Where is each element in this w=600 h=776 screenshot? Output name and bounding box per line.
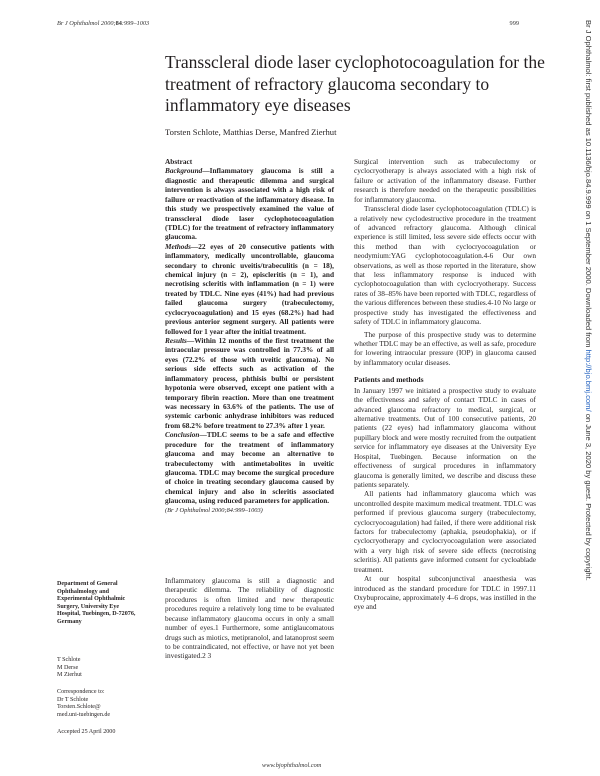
abstract-results: Results—Within 12 months of the first treatment the intraocular pressure was controlled in 77.3% of all eyes (72.2% of those with uveitic glaucoma). No serious side effects such as activation of the inflammatory process, phthisis bulbi or persistent hypotonia were observed, except one patient with a temporary fibrin reaction. More than one treatment was necessary in 63.6% of the patients. The use of systemic carbonic anhydrase inhibitors was reduced from 68.2% before treatment to 27.3% after 1 year. [165, 336, 334, 430]
body-paragraph: At our hospital subconjunctival anaesthesia was introduced as the standard procedure for TDLC in 1997.11 Oxybuprocaine, approximately 4–6 drops, was instilled in the eye and [354, 574, 536, 612]
accepted-date: Accepted 25 April 2000 [57, 729, 116, 735]
abstract-citation: (Br J Ophthalmol 2000;84:999–1003) [165, 506, 263, 514]
footer-url: www.bjophthalmol.com [262, 762, 322, 769]
introduction-paragraph [165, 576, 334, 661]
email-line: med.uni-tuebingen.de [57, 711, 111, 718]
affiliation: Department of General Ophthalmology and Experimental Ophthalmic Surgery, University Eye Hospital, Tuebingen, D-72076, Germany [57, 581, 136, 625]
intro-text: Inflammatory glaucoma is still a diagnostic and therapeutic dilemma. The reliability of diagnostic procedures is often limited and new therapeutic procedures require a relatively long time to be evaluated because inflammatory glaucoma occurs in only a small number of eyes.1 Furthermore, some antiglaucomatous drugs such as miotics, metipranolol, and latanoprost seem to be contraindicated, not effective, or have not yet been investigated.2 3 [165, 576, 334, 661]
abstract-heading: Abstract [165, 157, 193, 166]
author-affiliation-list: T Schlote M Derse M Zierhut [57, 657, 82, 678]
right-column [354, 157, 536, 612]
section-heading: Patients and methods [354, 375, 424, 385]
abstract-conclusion: Conclusion—TDLC seems to be a safe and effective procedure for the treatment of inflammatory glaucoma and may become an alternative to trabeculectomy with antimetabolites in uveitic glaucoma. TDLC may become the surgical procedure of choice in treating secondary glaucoma caused by chemical injury and also in scleritis associated glaucoma, using reduced parameters for application. [165, 430, 334, 506]
body-paragraph: Transscleral diode laser cyclophotocoagulation (TDLC) is a relatively new cyclodestructive procedure in the treatment of advanced refractory glaucoma. Although clinical experience is still limited, less severe side effects occur with this method than with cyclocryocoagulation or neodymium:YAG cyclophotocoagulation.4-6 Our own observations, as well as those reported in the literature, show that less inflammatory response is induced with cyclophotocoagulation than with cyclocryotherapy. Success rates of 38–85% have been reported with TDLC, regardless of the various differences between these studies.4-10 No large or prospective study has investigated the effectiveness and safety of TDLC in inflammatory glaucoma. [354, 204, 536, 327]
abstract-methods: Methods—22 eyes of 20 consecutive patients with inflammatory, medically uncontrollable, glaucoma secondary to chronic uveitis/trabeculitis (n = 18), chemical injury (n = 2), episcleritis (n = 1), and necrotising scleritis with inflammation (n = 1) were treated by TDLC. Nine eyes (41%) had had previous failed glaucoma surgery (trabeculectomy, cyclocryocoagulation) and 15 eyes (68.2%) had had previous anterior segment surgery. All patients were followed for 1 year after the initial treatment. [165, 241, 334, 336]
author-list: Torsten Schlote, Matthias Derse, Manfred Zierhut [165, 127, 337, 137]
running-head: Br J Ophthalmol 2000;84:999–1003 [57, 20, 150, 27]
article-title: Transscleral diode laser cyclophotocoagulation for the treatment of refractory glaucoma secondary to inflammatory eye diseases [165, 52, 545, 115]
correspondence: Correspondence to: Dr T Schlote Torsten.Schlote@ med.uni-tuebingen.de [57, 689, 142, 719]
email-line: Torsten.Schlote@ [57, 704, 101, 710]
download-watermark: Br J Ophthalmol: first published as 10.1136/bjo.84.9.999 on 1 September 2000. Downloaded from http://bjo.bmj.com/ on June 3, 2020 by guest. Protected by copyright. [584, 20, 593, 581]
page-number: 999 [509, 20, 519, 27]
body-paragraph: Surgical intervention such as trabeculectomy or cyclocryotherapy is always associated with a high risk of failure or activation of the inflammatory disease. Further research is therefore needed on the therapeutic possibilities for inflammatory glaucoma. [354, 157, 536, 204]
bjo-link[interactable]: http://bjo.bmj.com/ [584, 349, 593, 412]
abstract-background: Background—Inflammatory glaucoma is still a diagnostic and therapeutic dilemma and surgical intervention is always associated with a high risk of failure or reactivation of the inflammatory disease. In this study we prospectively examined the value of transscleral diode laser cyclophotocoagulation (TDLC) for the treatment of refractory inflammatory glaucoma. [165, 166, 334, 242]
body-paragraph: In January 1997 we initiated a prospective study to evaluate the effectiveness and safety of contact TDLC in cases of advanced glaucoma refractory to medical, surgical, or alternative treatments. Out of 100 consecutive patients, 20 patients (22 eyes) had inflammatory glaucoma without pupillary block and were mostly recruited from the outpatient service for inflammatory eye diseases at the University Eye Hospital, Tuebingen. Because information on the effectiveness of surgical procedures in inflammatory glaucoma is generally limited, we describe and discuss these patients separately. [354, 385, 536, 489]
body-paragraph: All patients had inflammatory glaucoma which was uncontrolled despite maximum medical treatment. TDLC was performed if previous glaucoma surgery (trabeculectomy, cyclocryocoagulation) had failed, if there were additional risk factors for trabeculectomy (aphakia, pseudophakia), or if cyclocryotherapy and cyclocryocoagulation were associated with a very high risk of severe side effects (necrotising scleritis). All patients gave informed consent for cycloablade treatment. [354, 489, 536, 574]
body-paragraph: The purpose of this prospective study was to determine whether TDLC may be an effective, as well as safe, procedure for lowering intraocular pressure (IOP) in glaucoma caused by inflammatory ocular diseases. [354, 329, 536, 367]
abstract [165, 157, 334, 515]
